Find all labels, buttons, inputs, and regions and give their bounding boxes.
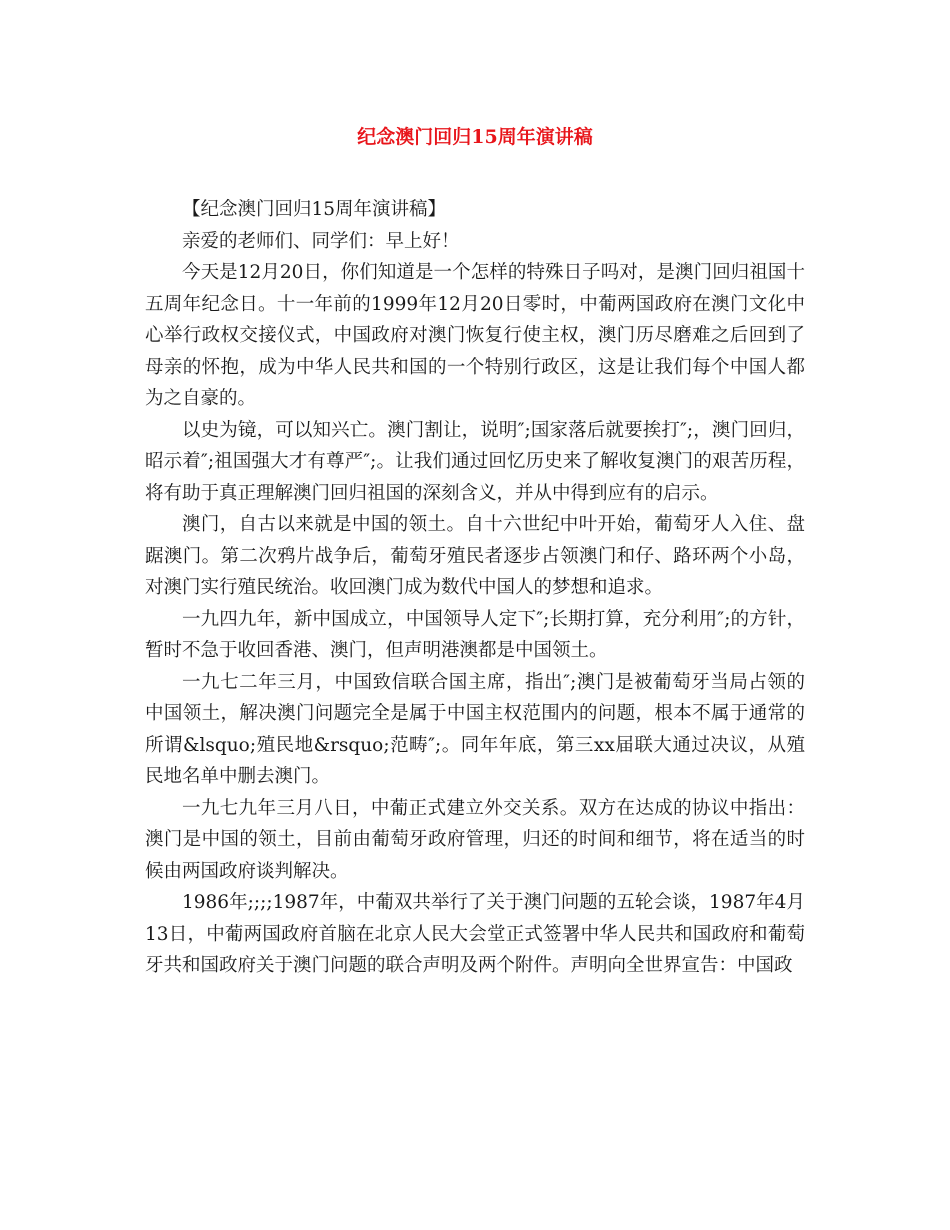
paragraph-greeting: 亲爱的老师们、同学们：早上好！	[182, 230, 460, 252]
paragraph-heading: 【纪念澳门回归15周年演讲稿】	[182, 199, 447, 220]
paragraph: 一九七九年三月八日，中葡正式建立外交关系。双方在达成的协议中指出：澳门是中国的领土，目前由葡萄牙政府管理，归还的时间和细节，将在适当的时候由两国政府谈判解决。	[145, 797, 805, 882]
paragraph: 以史为镜，可以知兴亡。澳门割让，说明″;国家落后就要挨打″;，澳门回归，昭示着″;祖国强大才有尊严″;。让我们通过回忆历史来了解收复澳门的艰苦历程，将有助于真正理解澳门回归祖国的深刻含义，并从中得到应有的启示。	[145, 419, 805, 504]
paragraph: 1986年;;;;1987年，中葡双共举行了关于澳门问题的五轮会谈，1987年4月13日，中葡两国政府首脑在北京人民大会堂正式签署中华人民共和国政府和葡萄牙共和国政府关于澳门问题的联合声明及两个附件。声明向全世界宣告：中国政	[145, 892, 805, 976]
paragraph: 一九四九年，新中国成立，中国领导人定下″;长期打算，充分利用″;的方针，暂时不急于收回香港、澳门，但声明港澳都是中国领土。	[145, 608, 805, 661]
document-body	[145, 194, 805, 982]
paragraph: 一九七二年三月，中国致信联合国主席，指出″;澳门是被葡萄牙当局占领的中国领土，解决澳门问题完全是属于中国主权范围内的问题，根本不属于通常的所谓&lsquo;殖民地&rsquo;范畴″;。同年年底，第三xx届联大通过决议，从殖民地名单中删去澳门。	[145, 671, 805, 787]
paragraph: 澳门，自古以来就是中国的领土。自十六世纪中叶开始，葡萄牙人入住、盘踞澳门。第二次鸦片战争后，葡萄牙殖民者逐步占领澳门和仔、路环两个小岛，对澳门实行殖民统治。收回澳门成为数代中国人的梦想和追求。	[145, 514, 805, 598]
document-title: 纪念澳门回归15周年演讲稿	[357, 126, 593, 148]
paragraph: 今天是12月20日，你们知道是一个怎样的特殊日子吗对，是澳门回归祖国十五周年纪念日。十一年前的1999年12月20日零时，中葡两国政府在澳门文化中心举行政权交接仪式，中国政府对澳门恢复行使主权，澳门历尽磨难之后回到了母亲的怀抱，成为中华人民共和国的一个特别行政区，这是让我们每个中国人都为之自豪的。	[145, 262, 805, 409]
